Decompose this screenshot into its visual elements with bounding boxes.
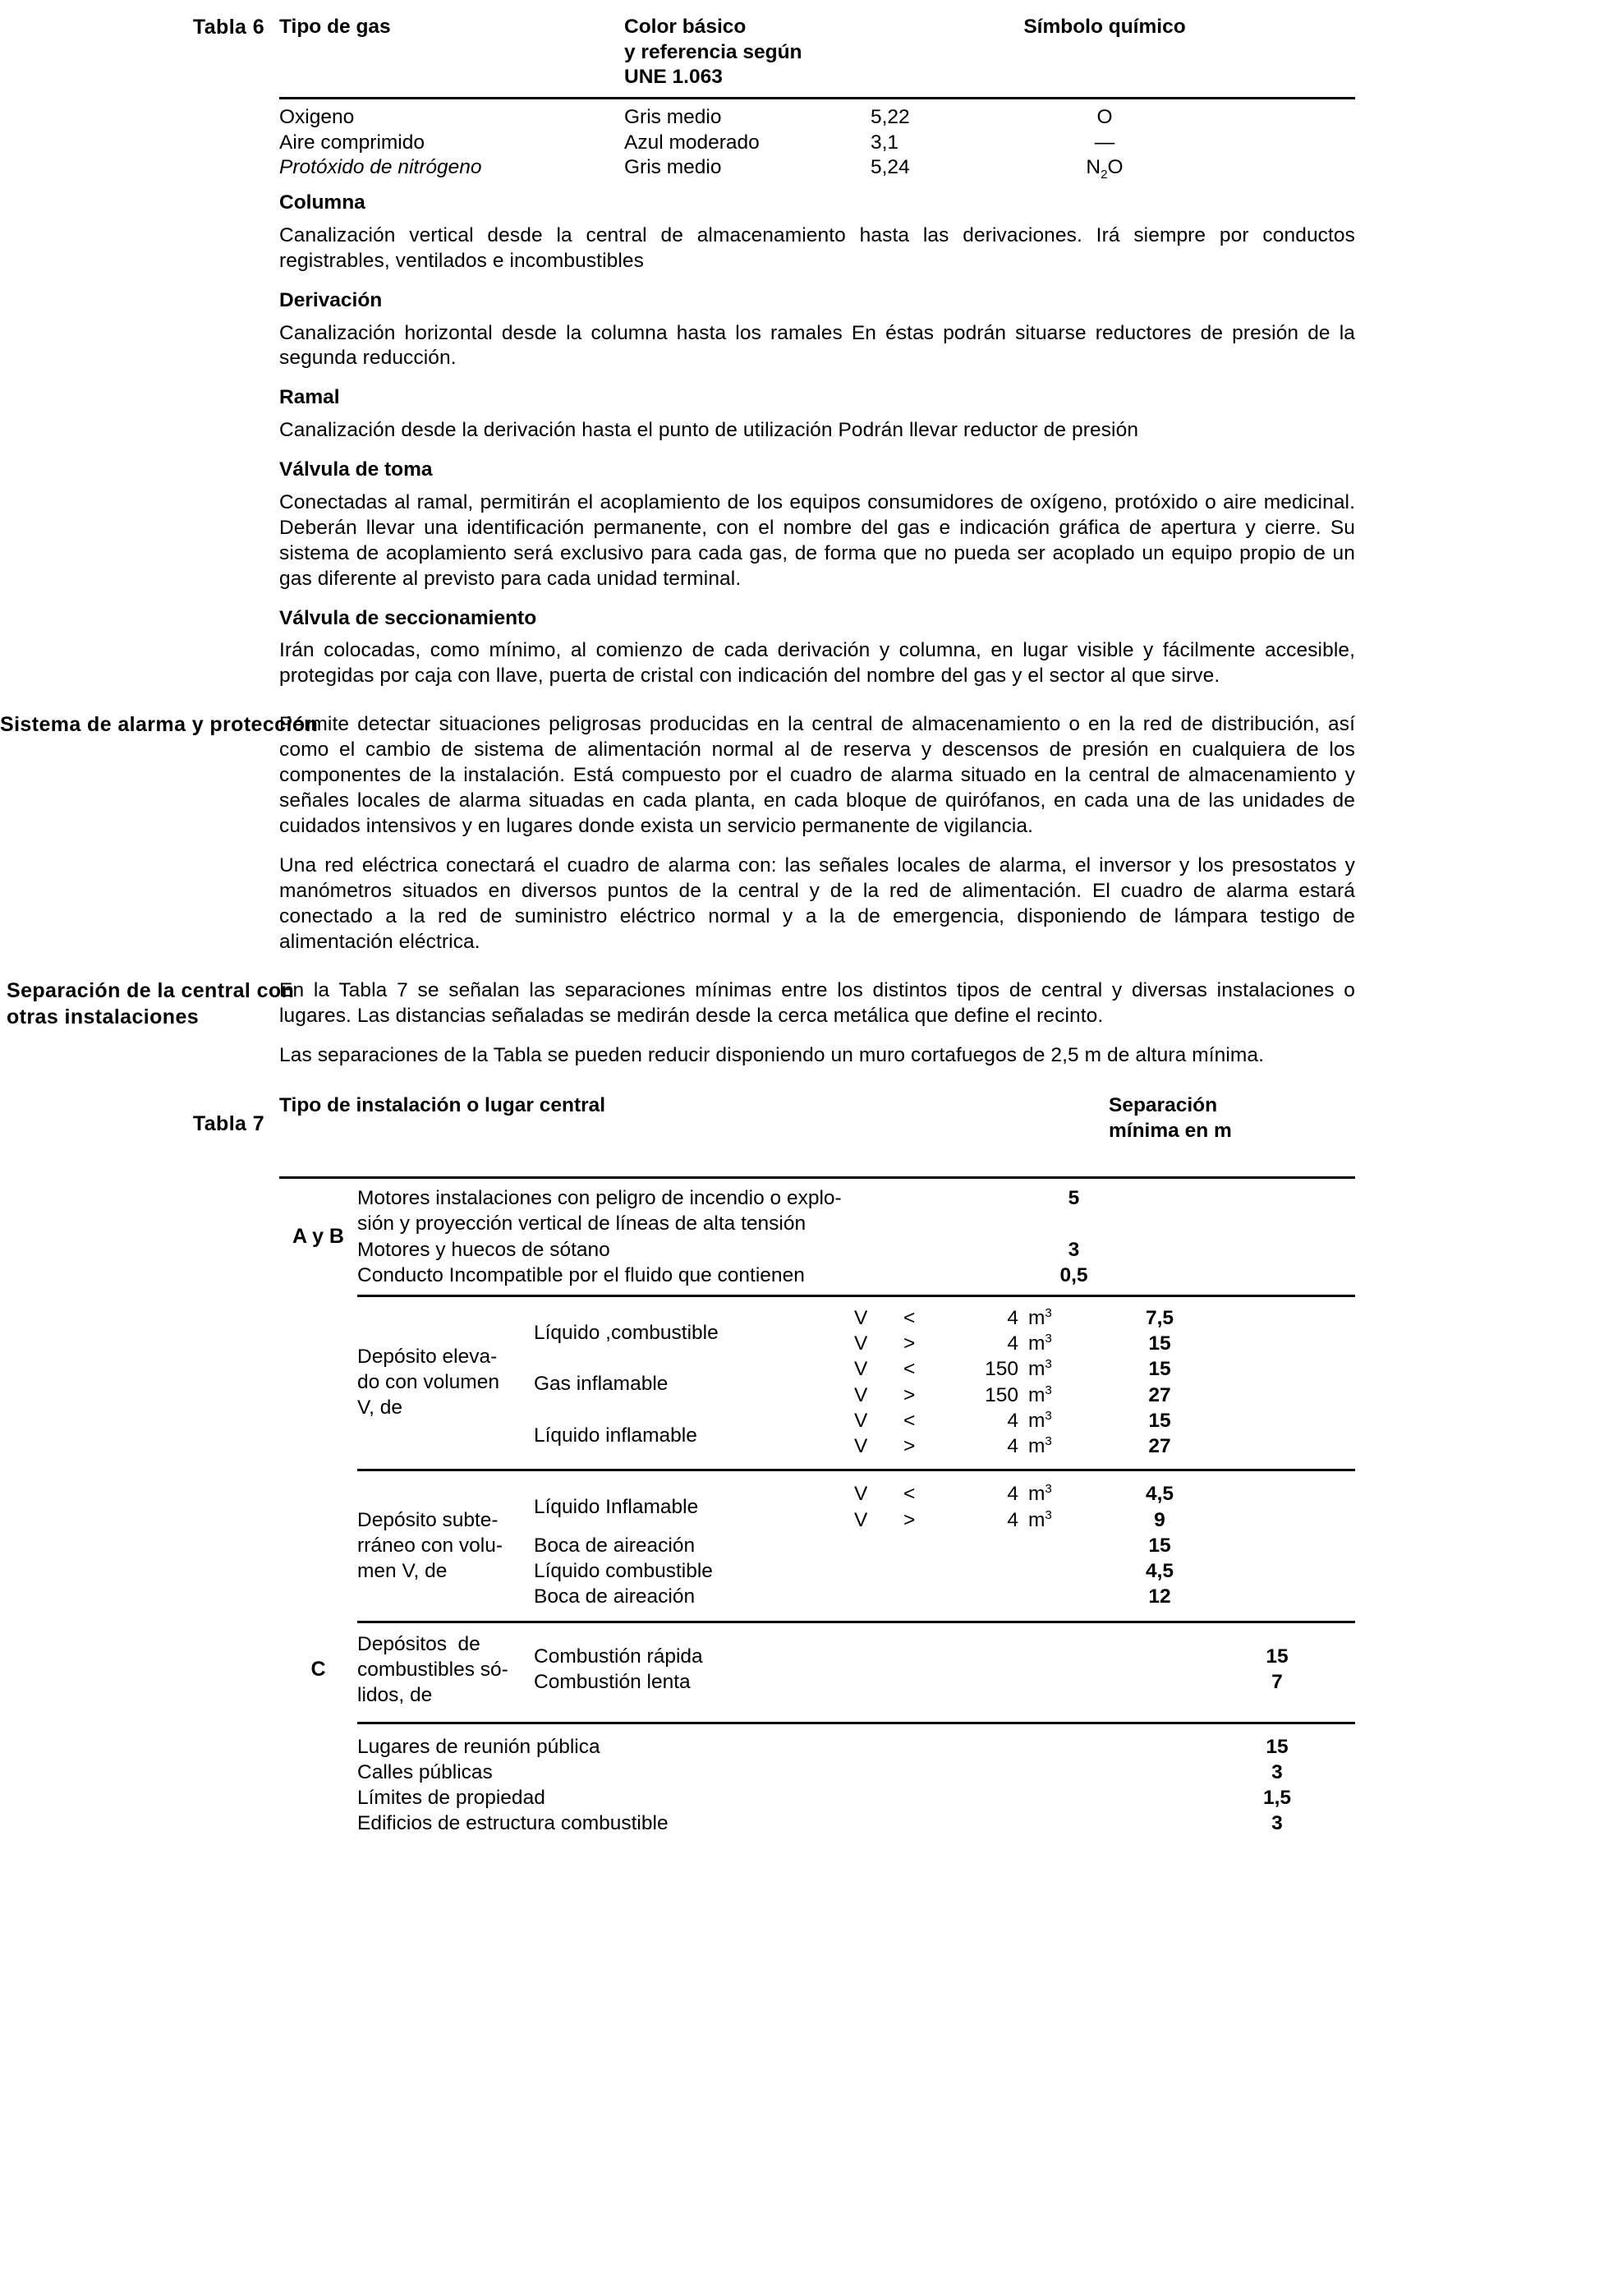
table7-rule-after-underground [357, 1621, 1355, 1623]
table7-cell-value: 27 [1148, 1383, 1171, 1406]
table7-conditions [854, 1584, 1355, 1609]
table-row [534, 1356, 1355, 1408]
table7-cell-value: 5 [1068, 1187, 1080, 1210]
condition-row [854, 1331, 1355, 1356]
section-paragraph: Una red eléctrica conectará el cuadro de alarma con: las señales locales de alarma, el inversor y los presostatos y manómetros situados en diversos puntos de la central y de la red de alimentación. El cuadro de alarma estará conectado a la red de suministro eléctrico normal y a la de emergencia, disponiendo de lámpara testigo de alimentación eléctrica. [279, 854, 1355, 954]
section-derivacion [279, 288, 1355, 372]
table7-group-letter: A y B [292, 1224, 344, 1248]
margin-heading-line: otras instalaciones [7, 1005, 200, 1028]
cond-num-empty [940, 1558, 1028, 1584]
table7-cell-desc: Calles públicas [357, 1760, 493, 1783]
table6-cell-color: Azul moderado [624, 131, 760, 154]
cond-op: > [903, 1508, 916, 1531]
condition-row [854, 1356, 1355, 1382]
table7-final-items [357, 1734, 1355, 1836]
table7-header-right-l2: mínima en m [1109, 1119, 1232, 1142]
cond-unit: $m^3$ [1028, 1408, 1052, 1432]
table6-cell-symbol: — [1094, 131, 1115, 154]
table6-cell-gas: Protóxido de nitrógeno [279, 156, 482, 179]
table7-section [0, 1093, 1613, 1836]
definitions-section [0, 191, 1613, 689]
table7-cell-value: 9 [1154, 1508, 1165, 1531]
table6-header-color-l1: Color básico [624, 16, 747, 38]
cond-unit-empty [1028, 1558, 1086, 1584]
table7-category [357, 1481, 534, 1609]
table7-cell-desc: Líquido combustible [534, 1559, 713, 1582]
cond-var: V [854, 1332, 868, 1355]
table6-cell-gas: Aire comprimido [279, 131, 425, 154]
section-paragraph: Canalización vertical desde la central de almacenamiento hasta las derivaciones. Irá siempre por conductos registrables, ventilados e incombustibles [279, 223, 1355, 272]
table7-cell-desc: Boca de aireación [534, 1585, 696, 1608]
category-line: lidos, de [357, 1684, 433, 1707]
cond-num-empty [940, 1533, 1028, 1558]
table7-cell-desc: Combustión rápida [534, 1645, 703, 1668]
section-ramal [279, 385, 1355, 444]
category-line: Depósito eleva- [357, 1345, 498, 1368]
condition-row [854, 1533, 1355, 1558]
condition-row [854, 1584, 1355, 1609]
category-line: Depósitos de [357, 1633, 480, 1656]
cond-var: V [854, 1435, 868, 1458]
section-columna [279, 191, 1355, 274]
section-paragraph: Las separaciones de la Tabla se pueden reducir disponiendo un muro cortafuegos de 2,5 m de altura mínima. [279, 1044, 1265, 1067]
table7-header-left: Tipo de instalación o lugar central [279, 1094, 606, 1117]
table6-header-ref-spacer [871, 15, 1010, 90]
section-heading: Ramal [279, 386, 340, 409]
cond-op: < [903, 1358, 916, 1381]
table-row [534, 1669, 1355, 1695]
table7-cell-value: 7 [1271, 1671, 1283, 1694]
table7-cell-desc: Límites de propiedad [357, 1786, 545, 1809]
cond-op: < [903, 1409, 916, 1432]
condition-row [854, 1507, 1355, 1533]
table7-header-right [1109, 1093, 1355, 1143]
table-row [357, 1811, 1355, 1836]
table7-cell-value: 4,5 [1145, 1483, 1174, 1506]
separacion-central-margin-heading [0, 978, 295, 1031]
section-paragraph: Permite detectar situaciones peligrosas producidas en la central de almacenamiento o en la red de distribución, así como el cambio de sistema de alimentación normal al de reserva y descensos de presión en cualquiera de los componentes de la instalación. Está compuesto por el cuadro de alarma situado en la central de almacenamiento y señales locales de alarma situadas en cada planta, en cada bloque de quirófanos, en cada una de las unidades de cuidados intensivos y en lugares donde exista un servicio permanente de vigilancia. [279, 713, 1355, 838]
cond-var-empty [854, 1558, 903, 1584]
table7-cell-desc: Conducto Incompatible por el fluido que contienen [357, 1263, 805, 1286]
table7-rule-after-group-c [357, 1722, 1355, 1724]
table7-items [534, 1481, 1355, 1609]
table7-cell-desc: Lugares de reunión pública [357, 1735, 600, 1758]
table7-cell-value: 15 [1148, 1534, 1171, 1557]
table7-cell-value: 15 [1266, 1735, 1289, 1758]
table6-cell-color: Gris medio [624, 105, 722, 128]
margin-heading-line: Sistema de alarma y protección [0, 713, 319, 737]
table7-group-letter: C [310, 1657, 326, 1681]
table-row [279, 131, 1355, 156]
section-valvula-de-seccionamiento [279, 606, 1355, 690]
table7-final-rows [279, 1734, 1355, 1836]
condition-row [854, 1481, 1355, 1507]
cond-var-empty [854, 1533, 903, 1558]
condition-row [854, 1408, 1355, 1433]
cond-op: > [903, 1383, 916, 1406]
cond-num-empty [940, 1584, 1028, 1609]
table7-conditions [854, 1481, 1355, 1533]
cond-var-empty [854, 1584, 903, 1609]
cond-unit: $m^3$ [1028, 1383, 1052, 1406]
section-heading: Columna [279, 191, 365, 214]
table6-header-color-l3: UNE 1.063 [624, 66, 723, 89]
cond-unit: $m^3$ [1028, 1482, 1052, 1506]
section-valvula-de-toma [279, 458, 1355, 592]
cond-unit: $m^3$ [1028, 1332, 1052, 1355]
category-line: do con volumen [357, 1370, 499, 1393]
table7-group-ab-simple [279, 1185, 1355, 1287]
section-heading: Válvula de seccionamiento [279, 606, 537, 629]
table-row [534, 1408, 1355, 1460]
table6-cell-symbol: O [1096, 105, 1113, 128]
table6-header-gas: Tipo de gas [279, 16, 391, 38]
condition-row [854, 1433, 1355, 1459]
table7-group-c [279, 1631, 1355, 1708]
table7-cell-desc: Combustión lenta [534, 1671, 691, 1694]
table7-conditions [854, 1558, 1355, 1584]
table7-rule-after-elevated [357, 1469, 1355, 1471]
table7-cell-value: 4,5 [1145, 1559, 1174, 1582]
table6-body [279, 99, 1355, 182]
cond-num: 4 [1007, 1508, 1018, 1531]
condition-row [854, 1305, 1355, 1331]
table-row [279, 105, 1355, 131]
category-line: V, de [357, 1396, 402, 1419]
cond-unit-empty [1028, 1533, 1086, 1558]
table7-items [534, 1631, 1355, 1708]
table7-cell-desc [357, 1185, 981, 1236]
table-row [357, 1185, 1166, 1236]
table7-cell-desc: Líquido Inflamable [534, 1496, 699, 1519]
table6-header-color-l2: y referencia según [624, 40, 802, 63]
table6-cell-ref: 5,24 [871, 156, 910, 179]
condition-row [854, 1383, 1355, 1408]
separacion-central-content [279, 978, 1355, 1069]
section-paragraph: Irán colocadas, como mínimo, al comienzo de cada derivación y columna, en lugar visible y fácilmente accesible, protegidas por caja con llave, puerta de cristal con indicación del nombre del gas y el sector al que sirve. [279, 639, 1355, 688]
cond-num: 4 [1007, 1483, 1018, 1506]
section-heading: Válvula de toma [279, 458, 433, 481]
category-line: Depósito subte- [357, 1508, 499, 1531]
category-line: combustibles só- [357, 1659, 508, 1682]
cond-unit: $m^3$ [1028, 1305, 1052, 1329]
table-row [534, 1584, 1355, 1609]
cond-var: V [854, 1306, 868, 1329]
desc-line: sión y proyección vertical de líneas de alta tensión [357, 1212, 806, 1235]
table7-cell-desc: Gas inflamable [534, 1373, 669, 1396]
section-paragraph: Canalización desde la derivación hasta el punto de utilización Podrán llevar reductor de presión [279, 419, 1139, 442]
sistema-alarma-section [0, 712, 1613, 955]
table7-conditions [854, 1533, 1355, 1558]
separacion-central-section [0, 978, 1613, 1069]
table7-cell-desc: Líquido ,combustible [534, 1321, 719, 1344]
category-line: rráneo con volu- [357, 1534, 503, 1557]
cond-op: < [903, 1306, 916, 1329]
table7-deposit-underground [279, 1481, 1355, 1609]
table7-cell-value: 3 [1271, 1760, 1283, 1783]
cond-op: < [903, 1483, 916, 1506]
table7-conditions [854, 1356, 1355, 1408]
cond-var: V [854, 1483, 868, 1506]
table7-cell-value: 27 [1148, 1435, 1171, 1458]
table6-cell-ref: 5,22 [871, 105, 910, 128]
table7-cell-value: 1,5 [1262, 1786, 1292, 1809]
table6-cell-ref: 3,1 [871, 131, 899, 154]
table-row [534, 1533, 1355, 1558]
table7-cell-desc: Edificios de estructura combustible [357, 1811, 669, 1834]
table7-header-row [279, 1093, 1355, 1143]
cond-num: 150 [985, 1358, 1018, 1381]
section-heading: Derivación [279, 288, 383, 311]
cond-num: 4 [1007, 1306, 1018, 1329]
table7-cell-desc: Motores y huecos de sótano [357, 1238, 610, 1261]
table7-simple-descriptions [357, 1185, 1166, 1287]
table7-cell-value: 3 [1068, 1238, 1080, 1261]
cond-op: > [903, 1332, 916, 1355]
table7 [279, 1093, 1355, 1836]
section-paragraph: En la Tabla 7 se señalan las separaciones mínimas entre los distintos tipos de central y diversas instalaciones o lugares. Las distancias señaladas se medirán desde la cerca metálica que define el recinto. [279, 979, 1355, 1028]
table-row [357, 1263, 1166, 1288]
category-line: men V, de [357, 1559, 448, 1582]
table7-cell-desc: Líquido inflamable [534, 1424, 697, 1447]
table7-deposit-elevated [279, 1305, 1355, 1460]
table6-cell-symbol: $N_2O$ [1086, 156, 1124, 182]
cond-op-empty [903, 1533, 940, 1558]
table7-cell-value: 12 [1148, 1585, 1171, 1608]
cond-num: 4 [1007, 1435, 1018, 1458]
table7-items [534, 1305, 1355, 1460]
table7-cell-value: 15 [1266, 1645, 1289, 1668]
table6-label: Tabla 6 [192, 16, 264, 39]
margin-heading-line: Separación de la central con [7, 979, 295, 1003]
table-row [279, 155, 1355, 182]
table-row [357, 1734, 1355, 1760]
cond-num: 4 [1007, 1332, 1018, 1355]
cond-var: V [854, 1358, 868, 1381]
cond-unit: $m^3$ [1028, 1357, 1052, 1381]
table-row [357, 1760, 1355, 1785]
cond-op-empty [903, 1558, 940, 1584]
cond-unit: $m^3$ [1028, 1434, 1052, 1458]
table7-cell-value: 15 [1148, 1332, 1171, 1355]
cond-num: 4 [1007, 1409, 1018, 1432]
document-page [0, 15, 1613, 2296]
cond-unit-empty [1028, 1584, 1086, 1609]
sistema-alarma-content [279, 712, 1355, 955]
table7-group-letter-spacer [279, 1481, 357, 1609]
table7-label: Tabla 7 [192, 1112, 264, 1136]
table7-cell-desc: Boca de aireación [534, 1534, 696, 1557]
definitions-content [279, 191, 1355, 689]
cond-var: V [854, 1383, 868, 1406]
cond-num: 150 [985, 1383, 1018, 1406]
table-row [534, 1305, 1355, 1357]
cond-var: V [854, 1508, 868, 1531]
section-paragraph: Canalización horizontal desde la columna hasta los ramales En éstas podrán situarse reductores de presión de la segunda reducción. [279, 321, 1355, 370]
table6-header-symbol: Símbolo químico [1023, 16, 1186, 38]
table7-cell-value: 15 [1148, 1358, 1171, 1381]
table6-header-row [279, 15, 1355, 97]
table7-conditions [854, 1305, 1355, 1357]
table6 [279, 15, 1355, 182]
table7-header-right-l1: Separación [1109, 1094, 1218, 1117]
table7-cell-value: 15 [1148, 1409, 1171, 1432]
table7-group-letter-spacer [279, 1734, 357, 1836]
table7-cell-value: 7,5 [1145, 1306, 1174, 1329]
table6-cell-gas: Oxigeno [279, 105, 355, 128]
table6-header-color [624, 15, 871, 90]
cond-var: V [854, 1409, 868, 1432]
table7-category [357, 1631, 534, 1708]
table6-cell-color: Gris medio [624, 156, 722, 179]
cond-unit: $m^3$ [1028, 1507, 1052, 1531]
condition-row [854, 1558, 1355, 1584]
table-row [357, 1237, 1166, 1263]
table-row [534, 1481, 1355, 1533]
table-row [534, 1558, 1355, 1584]
cond-op-empty [903, 1584, 940, 1609]
table7-conditions [854, 1408, 1355, 1460]
table7-cell-value: 0,5 [1059, 1263, 1088, 1286]
table6-section [0, 15, 1613, 182]
table7-rule-after-simple [357, 1295, 1355, 1297]
desc-line: Motores instalaciones con peligro de incendio o explo- [357, 1187, 842, 1210]
section-paragraph: Conectadas al ramal, permitirán el acoplamiento de los equipos consumidores de oxígeno, protóxido o aire medicinal. Deberán llevar una identificación permanente, con el nombre del gas e indicación gráfica de apertura y cierre. Su sistema de acoplamiento será exclusivo para cada gas, de forma que no pueda ser acoplado un equipo propio de un gas diferente al previsto para cada unidad terminal. [279, 490, 1355, 590]
table7-group-letter-spacer [279, 1305, 357, 1460]
cond-op: > [903, 1435, 916, 1458]
table-row [357, 1785, 1355, 1811]
table-row [534, 1644, 1355, 1669]
table7-cell-value: 3 [1271, 1811, 1283, 1834]
table7-category [357, 1305, 534, 1460]
sistema-alarma-margin-heading [0, 712, 319, 738]
